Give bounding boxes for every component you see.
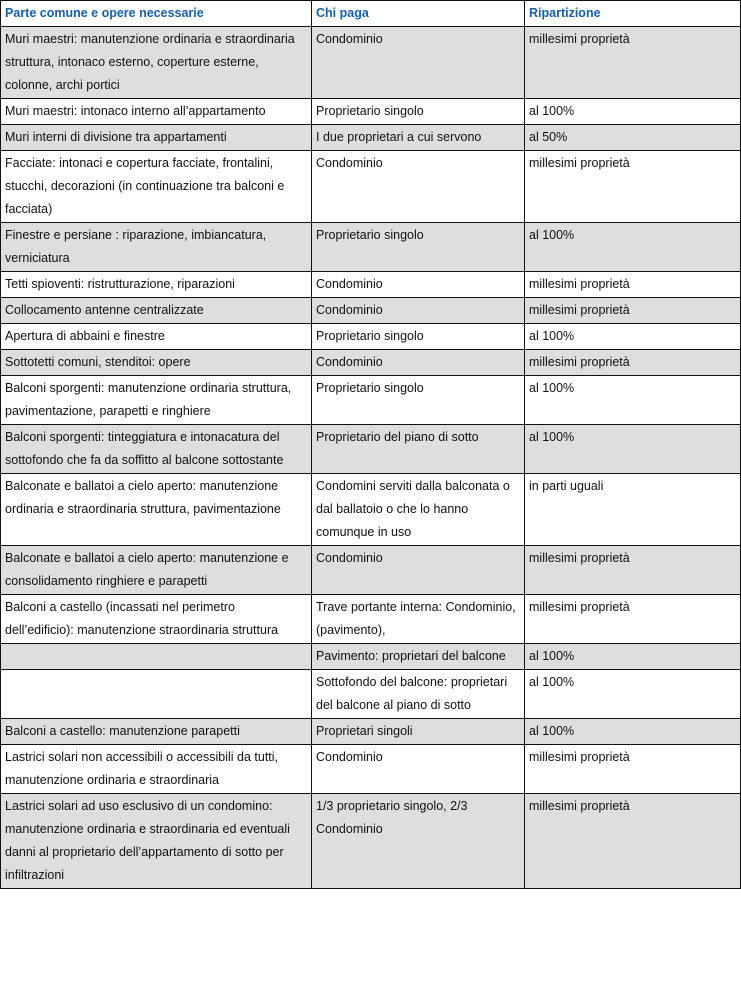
table-row [1,794,741,889]
cell-chi-paga: Proprietario singolo [312,376,525,425]
cell-parte-comune: Tetti spioventi: ristrutturazione, riparazioni [1,272,312,298]
cell-ripartizione: millesimi proprietà [525,595,741,644]
table-row [1,27,741,99]
cell-parte-comune [1,644,312,670]
table-row [1,99,741,125]
table-header-row [1,1,741,27]
cell-chi-paga: Proprietario del piano di sotto [312,425,525,474]
cell-chi-paga: Condominio [312,546,525,595]
table-row [1,223,741,272]
cell-parte-comune: Balconate e ballatoi a cielo aperto: manutenzione ordinaria e straordinaria struttura, pavimentazione [1,474,312,546]
table-row [1,125,741,151]
cell-chi-paga: Proprietario singolo [312,99,525,125]
cell-ripartizione: millesimi proprietà [525,546,741,595]
cell-parte-comune: Collocamento antenne centralizzate [1,298,312,324]
header-ripartizione: Ripartizione [525,1,741,27]
cell-ripartizione: al 100% [525,223,741,272]
cell-chi-paga: Proprietario singolo [312,223,525,272]
cell-parte-comune: Muri maestri: manutenzione ordinaria e straordinaria struttura, intonaco esterno, coperture esterne, colonne, archi portici [1,27,312,99]
table-row [1,350,741,376]
cell-chi-paga: Sottofondo del balcone: proprietari del balcone al piano di sotto [312,670,525,719]
cell-chi-paga: I due proprietari a cui servono [312,125,525,151]
table-row [1,298,741,324]
table-row [1,745,741,794]
cell-chi-paga: Proprietari singoli [312,719,525,745]
header-parte-comune: Parte comune e opere necessarie [1,1,312,27]
cell-chi-paga: 1/3 proprietario singolo, 2/3 Condominio [312,794,525,889]
table-body [1,27,741,889]
cell-ripartizione: al 100% [525,425,741,474]
cell-ripartizione: millesimi proprietà [525,151,741,223]
cell-parte-comune: Balconate e ballatoi a cielo aperto: manutenzione e consolidamento ringhiere e parapetti [1,546,312,595]
cell-chi-paga: Condomini serviti dalla balconata o dal ballatoio o che lo hanno comunque in uso [312,474,525,546]
cell-ripartizione: in parti uguali [525,474,741,546]
cell-chi-paga: Trave portante interna: Condominio, (pavimento), [312,595,525,644]
cell-parte-comune: Balconi a castello: manutenzione parapetti [1,719,312,745]
cell-chi-paga: Condominio [312,350,525,376]
cell-parte-comune [1,670,312,719]
cell-parte-comune: Finestre e persiane : riparazione, imbiancatura, verniciatura [1,223,312,272]
cell-parte-comune: Apertura di abbaini e finestre [1,324,312,350]
cell-ripartizione: millesimi proprietà [525,745,741,794]
cell-ripartizione: millesimi proprietà [525,27,741,99]
cell-chi-paga: Condominio [312,151,525,223]
table-row [1,595,741,644]
cell-chi-paga: Condominio [312,272,525,298]
table-row [1,425,741,474]
cell-ripartizione: millesimi proprietà [525,794,741,889]
cell-ripartizione: al 100% [525,719,741,745]
cell-parte-comune: Muri maestri: intonaco interno all’appartamento [1,99,312,125]
header-chi-paga: Chi paga [312,1,525,27]
cell-ripartizione: millesimi proprietà [525,272,741,298]
cell-parte-comune: Sottotetti comuni, stenditoi: opere [1,350,312,376]
cell-ripartizione: millesimi proprietà [525,350,741,376]
cell-chi-paga: Pavimento: proprietari del balcone [312,644,525,670]
table-row [1,474,741,546]
cell-chi-paga: Condominio [312,27,525,99]
cell-parte-comune: Lastrici solari ad uso esclusivo di un condomino: manutenzione ordinaria e straordinaria ed eventuali danni al proprietario dell’appartamento di sotto per infiltrazioni [1,794,312,889]
table-row [1,670,741,719]
cell-parte-comune: Muri interni di divisione tra appartamenti [1,125,312,151]
cell-ripartizione: al 100% [525,670,741,719]
cell-chi-paga: Condominio [312,745,525,794]
table-row [1,546,741,595]
table-row [1,644,741,670]
cell-parte-comune: Balconi sporgenti: manutenzione ordinaria struttura, pavimentazione, parapetti e ringhiere [1,376,312,425]
table-row [1,324,741,350]
table-row [1,151,741,223]
cell-ripartizione: al 100% [525,644,741,670]
cell-ripartizione: al 100% [525,376,741,425]
cell-parte-comune: Lastrici solari non accessibili o accessibili da tutti, manutenzione ordinaria e straordinaria [1,745,312,794]
cell-ripartizione: al 100% [525,324,741,350]
cell-chi-paga: Proprietario singolo [312,324,525,350]
cell-parte-comune: Facciate: intonaci e copertura facciate, frontalini, stucchi, decorazioni (in continuazione tra balconi e facciata) [1,151,312,223]
cell-ripartizione: al 100% [525,99,741,125]
cell-parte-comune: Balconi a castello (incassati nel perimetro dell’edificio): manutenzione straordinaria struttura [1,595,312,644]
table-row [1,719,741,745]
cell-parte-comune: Balconi sporgenti: tinteggiatura e intonacatura del sottofondo che fa da soffitto al balcone sottostante [1,425,312,474]
cell-ripartizione: al 50% [525,125,741,151]
cell-chi-paga: Condominio [312,298,525,324]
table-row [1,376,741,425]
cell-ripartizione: millesimi proprietà [525,298,741,324]
table-row [1,272,741,298]
